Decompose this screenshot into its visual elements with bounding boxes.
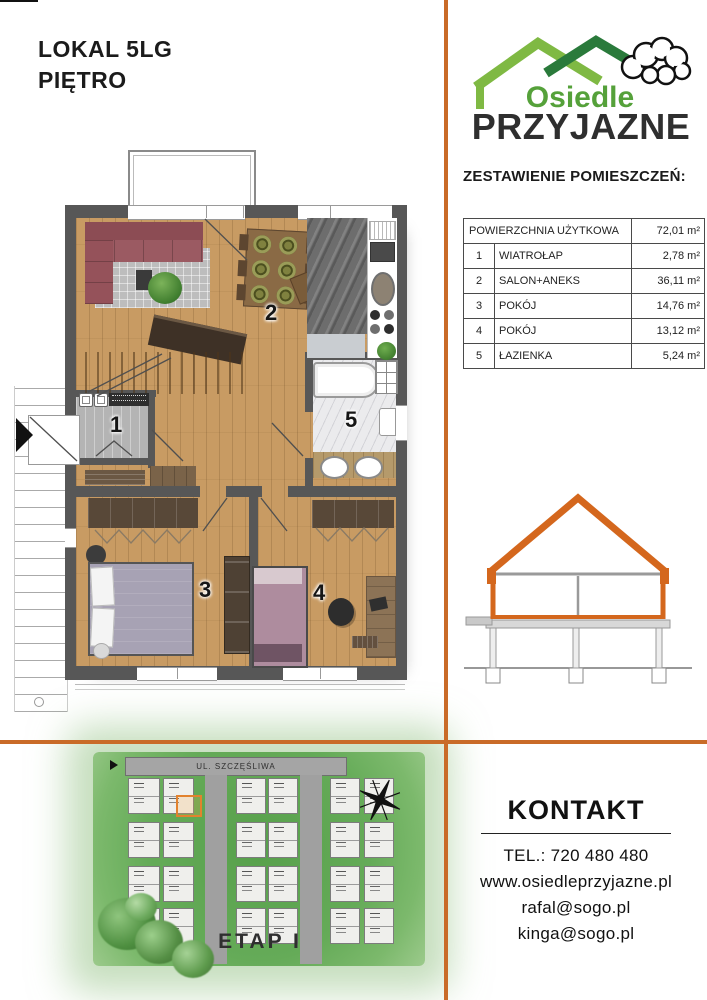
site-building [163,866,194,902]
room-number-2: 2 [265,300,278,325]
contact-phone: TEL.: 720 480 480 [503,846,649,865]
row-name: POKÓJ [495,319,632,344]
logo-name-top: Osiedle [525,81,635,114]
contact-block [445,795,707,947]
unit-title-line2: PIĘTRO [38,67,127,93]
table-header-label: POWIERZCHNIA UŻYTKOWA [464,219,632,244]
table-row [464,294,705,319]
row-num: 5 [464,344,495,369]
site-building [128,778,160,814]
row-area: 13,12 m² [632,319,705,344]
site-building [268,778,298,814]
rooms-table-title: ZESTAWIENIE POMIESZCZEŃ: [463,168,686,185]
contact-email-2: kinga@sogo.pl [517,924,635,943]
row-name: SALON+ANEKS [495,269,632,294]
stage-label: ETAP I [218,930,302,953]
site-building [236,822,266,858]
plan-annotations [0,0,445,741]
row-name: POKÓJ [495,294,632,319]
street-label: UL. SZCZĘŚLIWA [196,762,276,771]
compass-icon [356,776,404,824]
street-bar [125,757,347,776]
tree [125,893,157,921]
row-area: 14,76 m² [632,294,705,319]
logo-cloud-icon [622,38,690,84]
row-area: 36,11 m² [632,269,705,294]
developer-logo [468,15,698,145]
room-number-3: 3 [199,577,212,602]
table-row [464,319,705,344]
table-row [464,344,705,369]
site-building [236,866,266,902]
site-building [268,822,298,858]
house-cross-section [462,486,694,696]
row-name: ŁAZIENKA [495,344,632,369]
divider-vertical [444,0,448,1000]
site-building [330,822,360,858]
street-arrow-icon [110,760,118,770]
logo-name-bottom: PRZYJAZNE [471,106,691,145]
row-num: 2 [464,269,495,294]
site-building [364,866,394,902]
site-building [163,822,194,858]
site-building [330,866,360,902]
site-building [128,822,160,858]
site-building [364,822,394,858]
site-building [236,778,266,814]
contact-title: KONTAKT [507,795,645,825]
row-area: 5,24 m² [632,344,705,369]
room-number-5: 5 [345,407,358,432]
row-area: 2,78 m² [632,244,705,269]
highlighted-building [176,795,202,817]
site-building [268,866,298,902]
row-num: 4 [464,319,495,344]
contact-website: www.osiedleprzyjazne.pl [479,872,673,891]
divider-horizontal [0,740,707,744]
rooms-table [463,218,705,369]
rooms-table-header [464,219,705,244]
table-row [464,244,705,269]
contact-email-1: rafal@sogo.pl [521,898,631,917]
table-row [464,269,705,294]
room-number-1: 1 [110,412,123,437]
row-num: 3 [464,294,495,319]
row-num: 1 [464,244,495,269]
table-header-value: 72,01 m² [632,219,705,244]
room-number-4: 4 [313,580,326,605]
unit-title-line1: LOKAL 5LG [38,36,173,62]
row-name: WIATROŁAP [495,244,632,269]
contact-rule [481,833,671,834]
